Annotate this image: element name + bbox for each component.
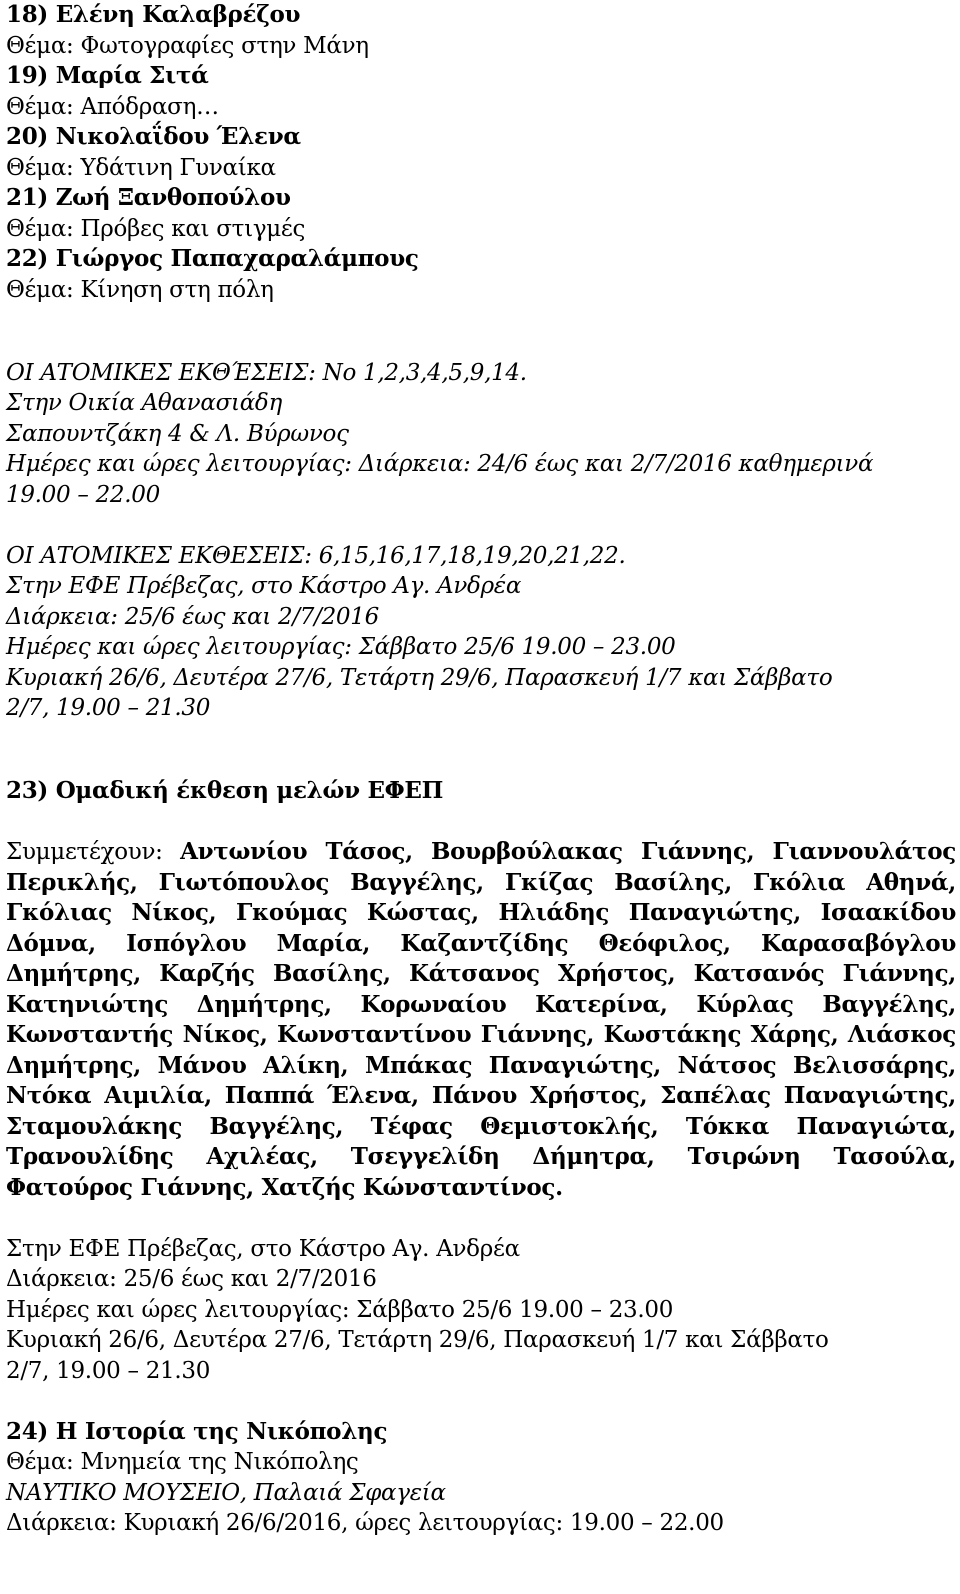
participant-name: 19) Μαρία Σιτά (6, 62, 209, 89)
participant-theme: Θέμα: Κίνηση στη πόλη (6, 276, 274, 303)
exhibit-b-venue: Στην ΕΦΕ Πρέβεζας, στο Κάστρο Αγ. Ανδρέα (6, 573, 522, 599)
group-exhibit-hours-time: 2/7, 19.00 – 21.30 (6, 1357, 211, 1384)
exhibit-a-hours-time: 19.00 – 22.00 (6, 481, 160, 508)
group-exhibit-hours-days: Κυριακή 26/6, Δευτέρα 27/6, Τετάρτη 29/6, Παρασκευή 1/7 και Σάββατο (6, 1327, 829, 1353)
participant-list (6, 0, 956, 305)
nikopolis-section (6, 1417, 956, 1539)
nikopolis-heading: 24) Η Ιστορία της Νικόπολης (6, 1417, 388, 1445)
spacer (6, 1386, 956, 1417)
spacer (6, 724, 956, 755)
group-exhibit-heading: 23) Ομαδική έκθεση μελών ΕΦΕΠ (6, 777, 444, 804)
document-page (6, 0, 956, 1539)
spacer (6, 305, 956, 336)
spacer (6, 1203, 956, 1234)
exhibit-a-title: ΟΙ ΑΤΟΜΙΚΕΣ ΕΚΘΈΣΕΙΣ: Νο 1,2,3,4,5,9,14. (6, 359, 527, 386)
participant-theme: Θέμα: Απόδραση… (6, 93, 219, 120)
spacer (6, 807, 956, 838)
exhibit-b-hours: Ημέρες και ώρες λειτουργίας: Σάββατο 25/6 19.00 – 23.00 (6, 634, 676, 660)
group-exhibit-section (6, 776, 956, 1386)
exhibit-b-section (6, 541, 956, 724)
spacer (6, 754, 956, 776)
exhibit-b-title: ΟΙ ΑΤΟΜΙΚΕΣ ΕΚΘΕΣΕΙΣ: 6,15,16,17,18,19,20,21,22. (6, 542, 626, 569)
nikopolis-theme: Θέμα: Μνημεία της Νικόπολης (6, 1449, 359, 1475)
exhibit-b-duration: Διάρκεια: 25/6 έως και 2/7/2016 (6, 603, 379, 630)
nikopolis-duration: Διάρκεια: Κυριακή 26/6/2016, ώρες λειτουργίας: 19.00 – 22.00 (6, 1510, 724, 1536)
participant-name: 20) Νικολαΐδου Έλενα (6, 123, 301, 150)
participant-theme: Θέμα: Φωτογραφίες στην Μάνη (6, 32, 369, 59)
group-exhibit-participants (6, 837, 956, 1203)
participant-name: 22) Γιώργος Παπαχαραλάμπους (6, 245, 419, 272)
exhibit-a-address: Σαπουντζάκη 4 & Λ. Βύρωνος (6, 420, 349, 447)
group-exhibit-duration: Διάρκεια: 25/6 έως και 2/7/2016 (6, 1266, 377, 1292)
participants-label: Συμμετέχουν: (6, 839, 181, 865)
participant-name: 21) Ζωή Ξανθοπούλου (6, 184, 291, 211)
participant-name: 18) Ελένη Καλαβρέζου (6, 1, 301, 28)
participants-names: Αντωνίου Τάσος, Βουρβούλακας Γιάννης, Γιαννουλάτος Περικλής, Γιωτόπουλος Βαγγέλης, Γκίζας Βασίλης, Γκόλια Αθηνά, Γκόλιας Νίκος, Γκούμας Κώστας, Ηλιάδης Παναγιώτης, Ισαακίδου Δόμνα, Ισπόγλου Μαρία, Καζαντζίδης Θεόφιλος, Καρασαβόγλου Δημήτρης, Καρζής Βασίλης, Κάτσανος Χρήστος, Κατσανός Γιάννης, Κατηνιώτης Δημήτρης, Κορωναίου Κατερίνα, Κύρλας Βαγγέλης, Κωνσταντής Νίκος, Κωνσταντίνου Γιάννης, Κωστάκης Χάρης, Λιάσκος Δημήτρης, Μάνου Αλίκη, Μπάκας Παναγιώτης, Νάτσος Βελισσάρης, Ντόκα Αιμιλία, Παππά Έλενα, Πάνου Χρήστος, Σαπέλας Παναγιώτης, Σταμουλάκης Βαγγέλης, Τέφας Θεμιστοκλής, Τόκκα Παναγιώτα, Τρανουλίδης Αχιλέας, Τσεγγελίδη Δήμητρα, Τσιρώνη Τασούλα, Φατούρος Γιάννης, Χατζής Κώνσταντίνος. (6, 838, 956, 1201)
exhibit-b-hours-time: 2/7, 19.00 – 21.30 (6, 695, 211, 721)
spacer (6, 336, 956, 358)
participant-theme: Θέμα: Πρόβες και στιγμές (6, 215, 306, 242)
exhibit-a-venue: Στην Οικία Αθανασιάδη (6, 390, 282, 416)
exhibit-a-section (6, 358, 956, 511)
participant-theme: Θέμα: Υδάτινη Γυναίκα (6, 154, 276, 181)
exhibit-a-hours: Ημέρες και ώρες λειτουργίας: Διάρκεια: 24/6 έως και 2/7/2016 καθημερινά (6, 451, 874, 477)
group-exhibit-venue: Στην ΕΦΕ Πρέβεζας, στο Κάστρο Αγ. Ανδρέα (6, 1235, 520, 1262)
nikopolis-venue: ΝΑΥΤΙΚΟ ΜΟΥΣΕΙΟ, Παλαιά Σφαγεία (6, 1479, 446, 1506)
group-exhibit-hours: Ημέρες και ώρες λειτουργίας: Σάββατο 25/6 19.00 – 23.00 (6, 1296, 674, 1323)
spacer (6, 510, 956, 541)
exhibit-b-hours-days: Κυριακή 26/6, Δευτέρα 27/6, Τετάρτη 29/6, Παρασκευή 1/7 και Σάββατο (6, 664, 833, 691)
